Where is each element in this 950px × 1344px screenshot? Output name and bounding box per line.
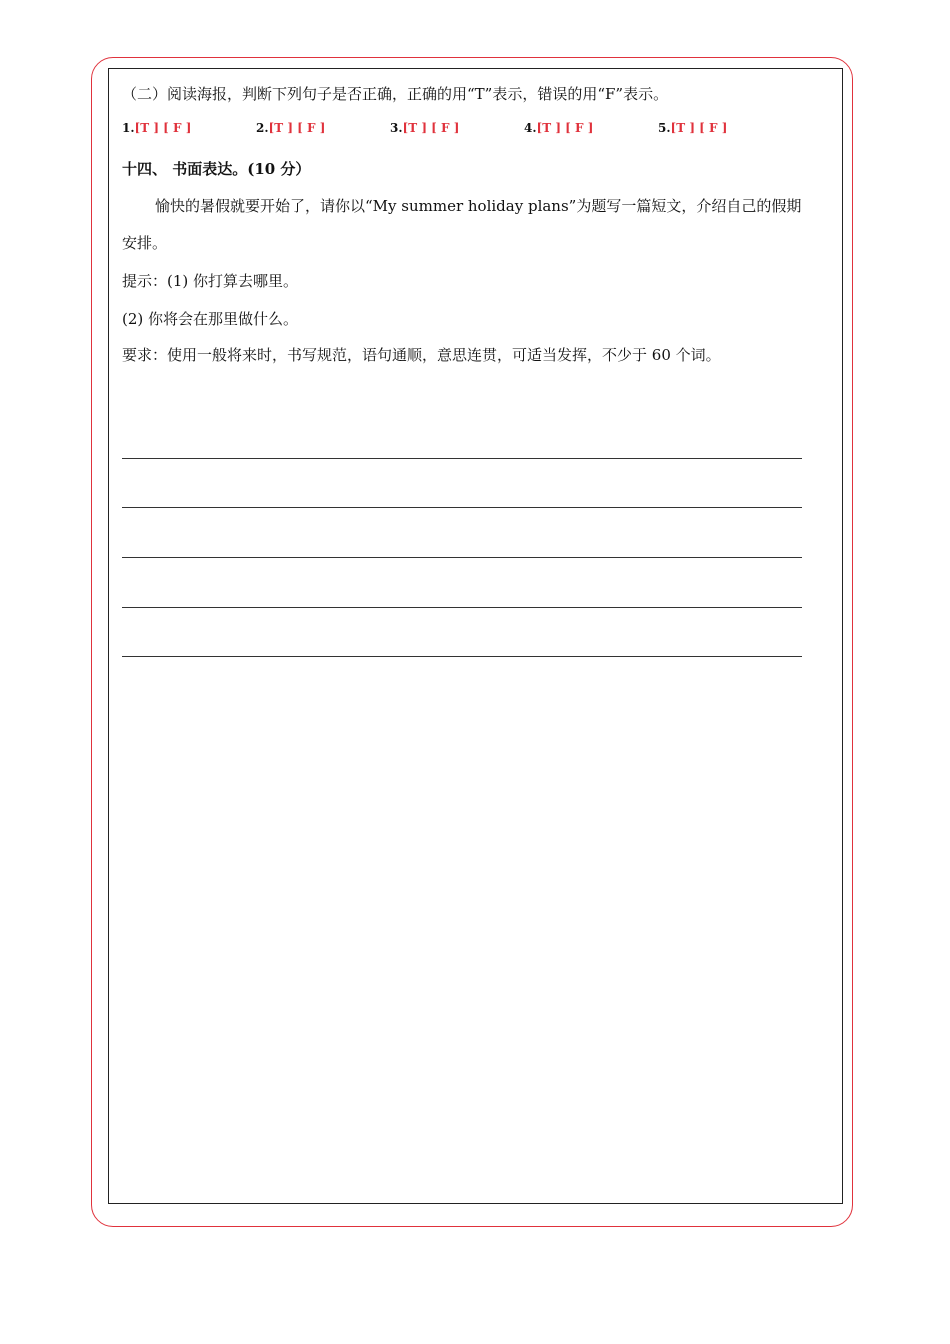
tf-answer-options[interactable]: [T ] [ F ] bbox=[134, 121, 192, 135]
writing-prompt-line-1: 愉快的暑假就要开始了，请你以“My summer holiday plans”为题写一篇短文，介绍自己的假期 bbox=[155, 197, 802, 215]
tf-answer-options[interactable]: [T ] [ F ] bbox=[536, 121, 594, 135]
writing-requirement: 要求：使用一般将来时，书写规范，语句通顺，意思连贯，可适当发挥，不少于 60 个词。 bbox=[122, 346, 721, 364]
writing-answer-line-3[interactable] bbox=[122, 557, 802, 558]
tf-answer-number: 1. bbox=[122, 121, 135, 135]
tf-answer-options[interactable]: [T ] [ F ] bbox=[670, 121, 728, 135]
part2-instruction: （二）阅读海报，判断下列句子是否正确，正确的用“T”表示，错误的用“F”表示。 bbox=[122, 85, 669, 103]
tf-answer-options[interactable]: [T ] [ F ] bbox=[402, 121, 460, 135]
writing-answer-line-2[interactable] bbox=[122, 507, 802, 508]
tf-answer-number: 2. bbox=[256, 121, 269, 135]
tf-answer-number: 3. bbox=[390, 121, 403, 135]
tf-answer-4[interactable] bbox=[524, 121, 593, 135]
tf-answer-number: 5. bbox=[658, 121, 671, 135]
tf-answer-2[interactable] bbox=[256, 121, 325, 135]
tf-answer-3[interactable] bbox=[390, 121, 459, 135]
writing-answer-line-1[interactable] bbox=[122, 458, 802, 459]
writing-answer-line-5[interactable] bbox=[122, 656, 802, 657]
writing-answer-line-4[interactable] bbox=[122, 607, 802, 608]
tf-answer-number: 4. bbox=[524, 121, 537, 135]
writing-hint-2: (2) 你将会在那里做什么。 bbox=[122, 310, 299, 328]
tf-answer-options[interactable]: [T ] [ F ] bbox=[268, 121, 326, 135]
writing-hint-1: 提示：(1) 你打算去哪里。 bbox=[122, 272, 299, 290]
answer-sheet-inner-border bbox=[108, 68, 843, 1204]
tf-answer-row bbox=[122, 121, 742, 141]
tf-answer-1[interactable] bbox=[122, 121, 191, 135]
tf-answer-5[interactable] bbox=[658, 121, 727, 135]
writing-prompt-line-2: 安排。 bbox=[122, 234, 168, 252]
section-14-title: 十四、 书面表达。(10 分） bbox=[122, 160, 311, 178]
